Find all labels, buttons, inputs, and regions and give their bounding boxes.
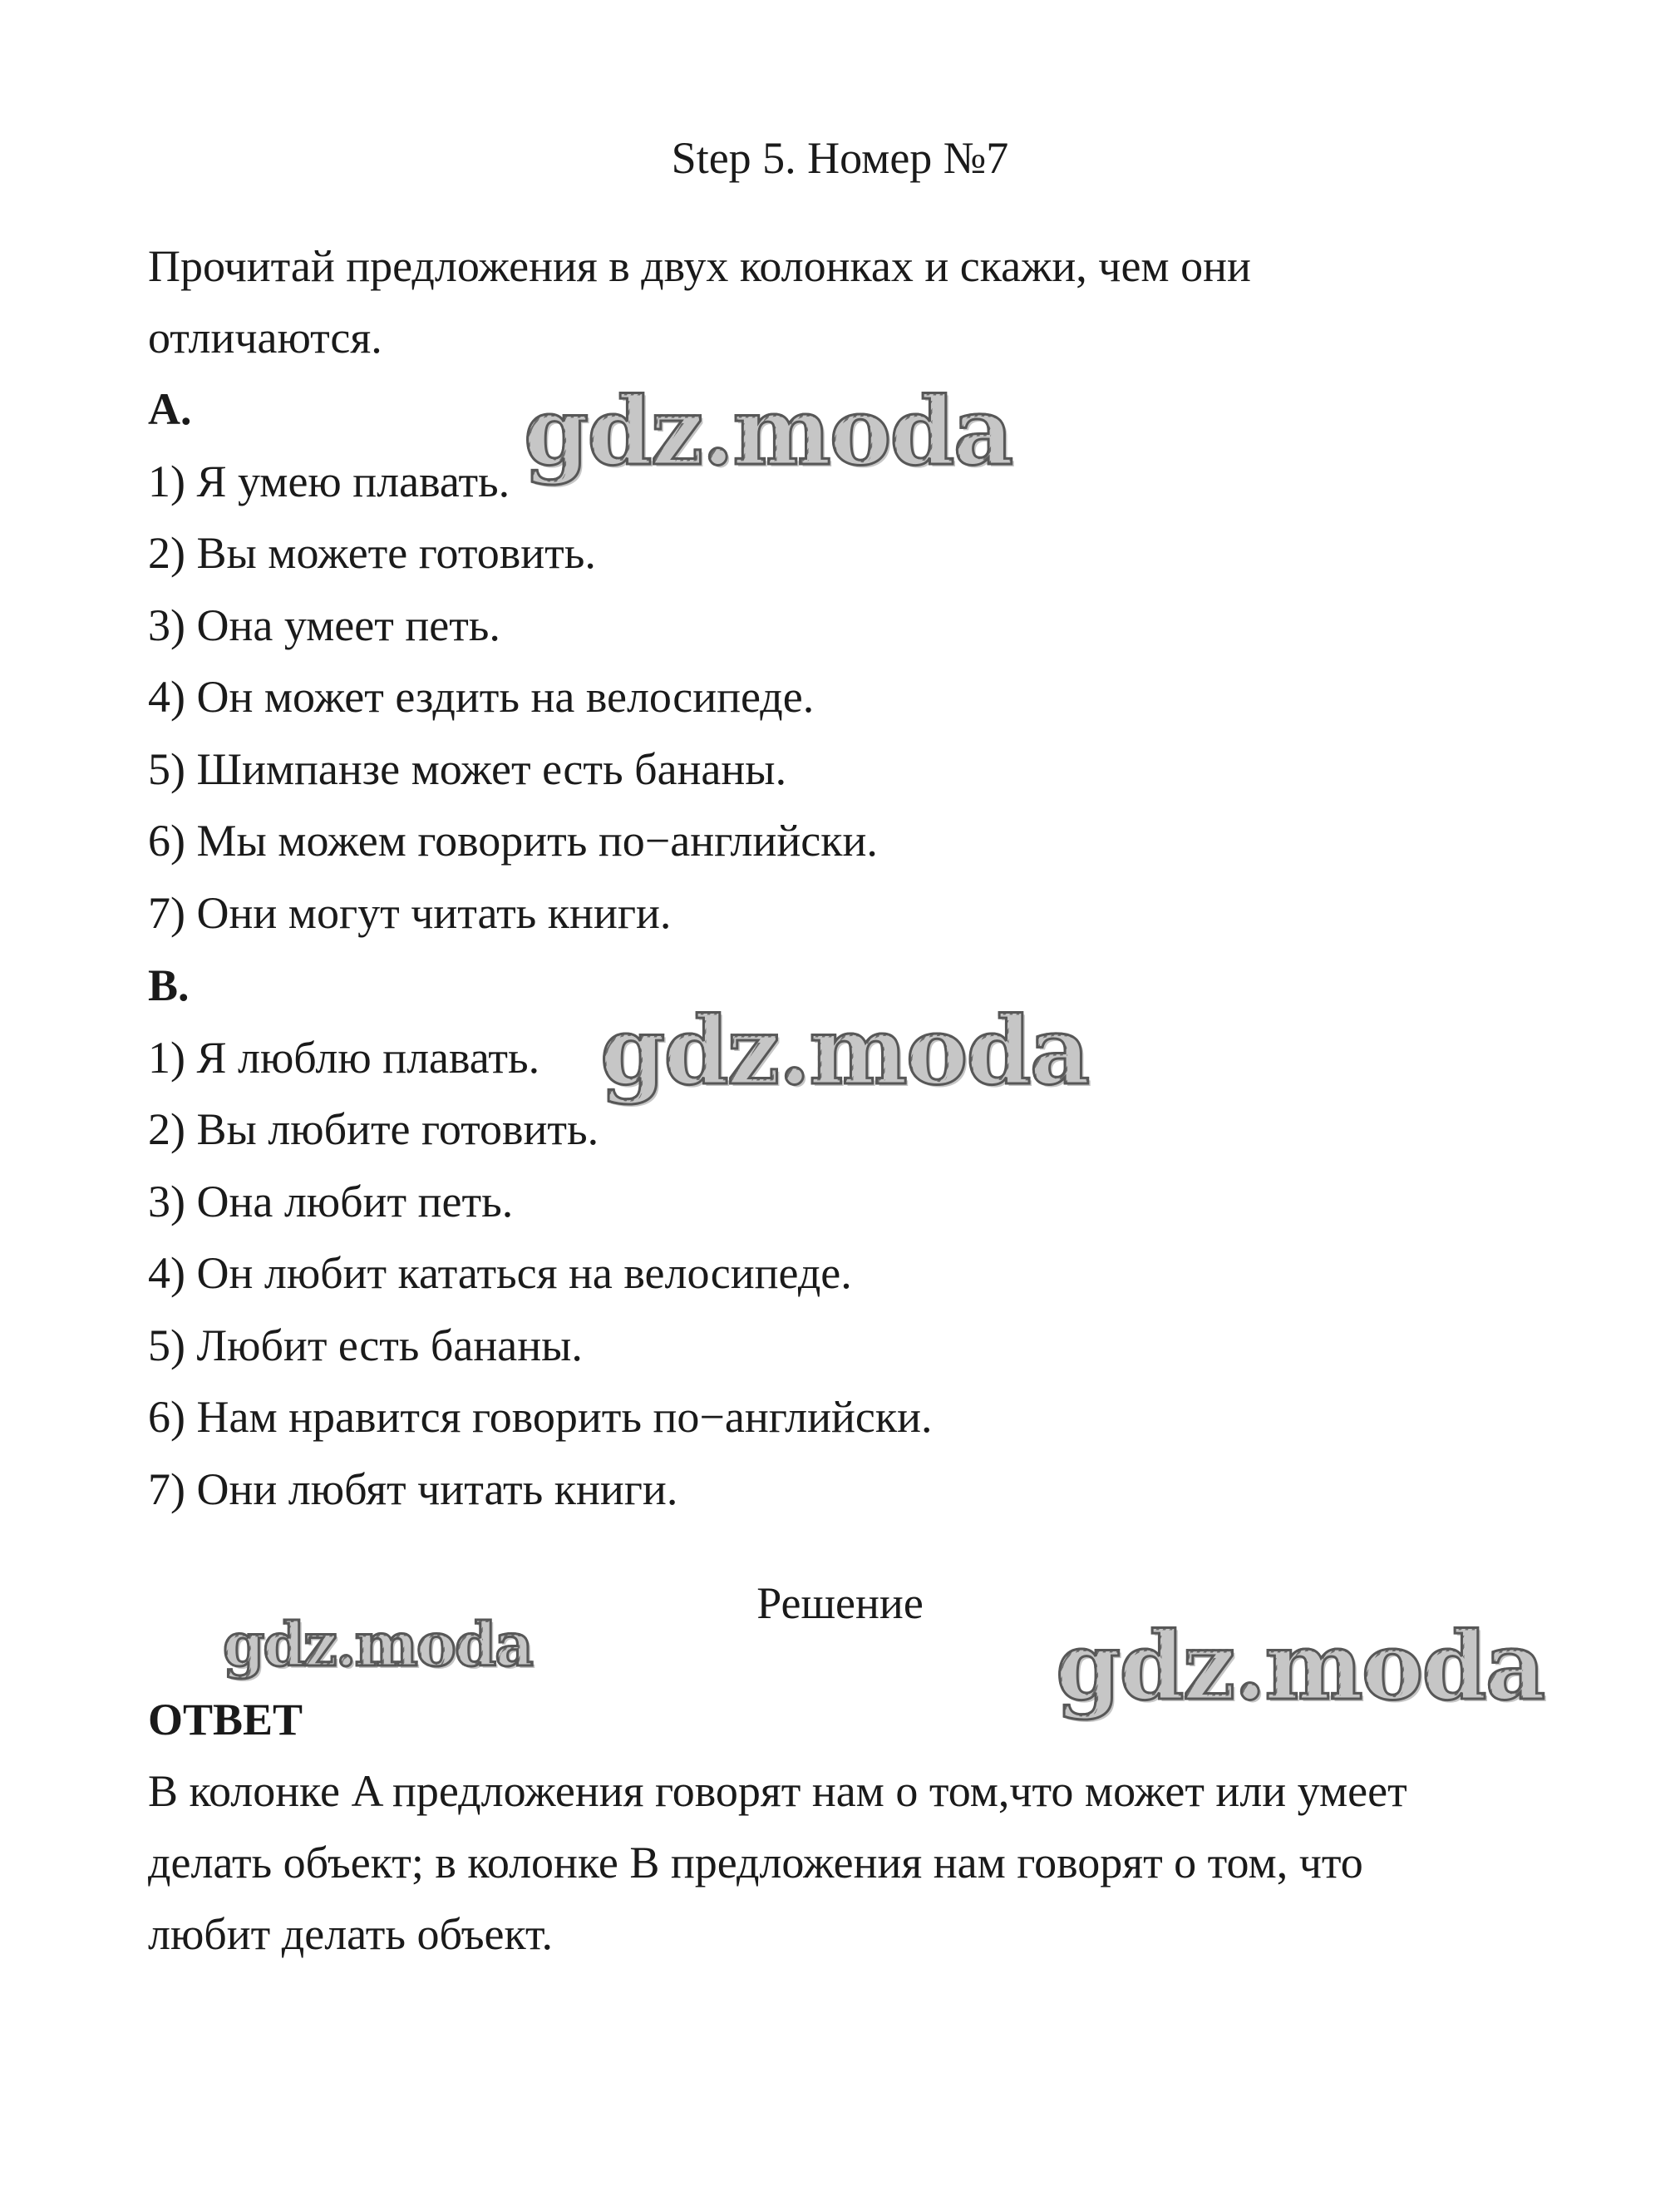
task-text-line-2: отличаются.	[148, 313, 382, 363]
answer-line: делать объект; в колонке B предложения нам говорят о том, что	[148, 1838, 1363, 1887]
column-a-label: A.	[148, 384, 192, 434]
column-a-item: 4) Он может ездить на велосипеде.	[148, 672, 815, 722]
column-b-label: B.	[148, 960, 190, 1010]
watermark-logo: gdz.moda	[1056, 1612, 1545, 1721]
column-b-item: 6) Нам нравится говорить по−английски.	[148, 1392, 933, 1442]
column-b-item: 4) Он любит кататься на велосипеде.	[148, 1248, 852, 1298]
column-b-item: 7) Они любят читать книги.	[148, 1464, 678, 1514]
column-a-item: 7) Они могут читать книги.	[148, 888, 672, 938]
column-a-item: 2) Вы можете готовить.	[148, 528, 596, 578]
answer-line: В колонке A предложения говорят нам о том,что может или умеет	[148, 1766, 1407, 1816]
column-a-item: 6) Мы можем говорить по−английски.	[148, 816, 878, 866]
page-title: Step 5. Номер №7	[671, 133, 1009, 183]
column-a-item: 5) Шимпанзе может есть бананы.	[148, 744, 787, 794]
task-text-line-1: Прочитай предложения в двух колонках и скажи, чем они	[148, 241, 1251, 291]
column-a-item: 3) Она умеет петь.	[148, 600, 500, 650]
column-b-item: 1) Я люблю плавать.	[148, 1033, 540, 1083]
watermark-logo: gdz.moda	[524, 377, 1012, 486]
solution-heading: Решение	[756, 1578, 924, 1628]
column-b-item: 2) Вы любите готовить.	[148, 1104, 599, 1154]
watermark-logo: gdz.moda	[600, 997, 1089, 1106]
answer-label: ОТВЕТ	[148, 1695, 303, 1744]
column-b-item: 3) Она любит петь.	[148, 1177, 514, 1226]
answer-line: любит делать объект.	[148, 1909, 554, 1959]
column-b-item: 5) Любит есть бананы.	[148, 1320, 583, 1370]
column-a-item: 1) Я умею плавать.	[148, 456, 510, 506]
watermark-logo: gdz.moda	[223, 1609, 532, 1680]
